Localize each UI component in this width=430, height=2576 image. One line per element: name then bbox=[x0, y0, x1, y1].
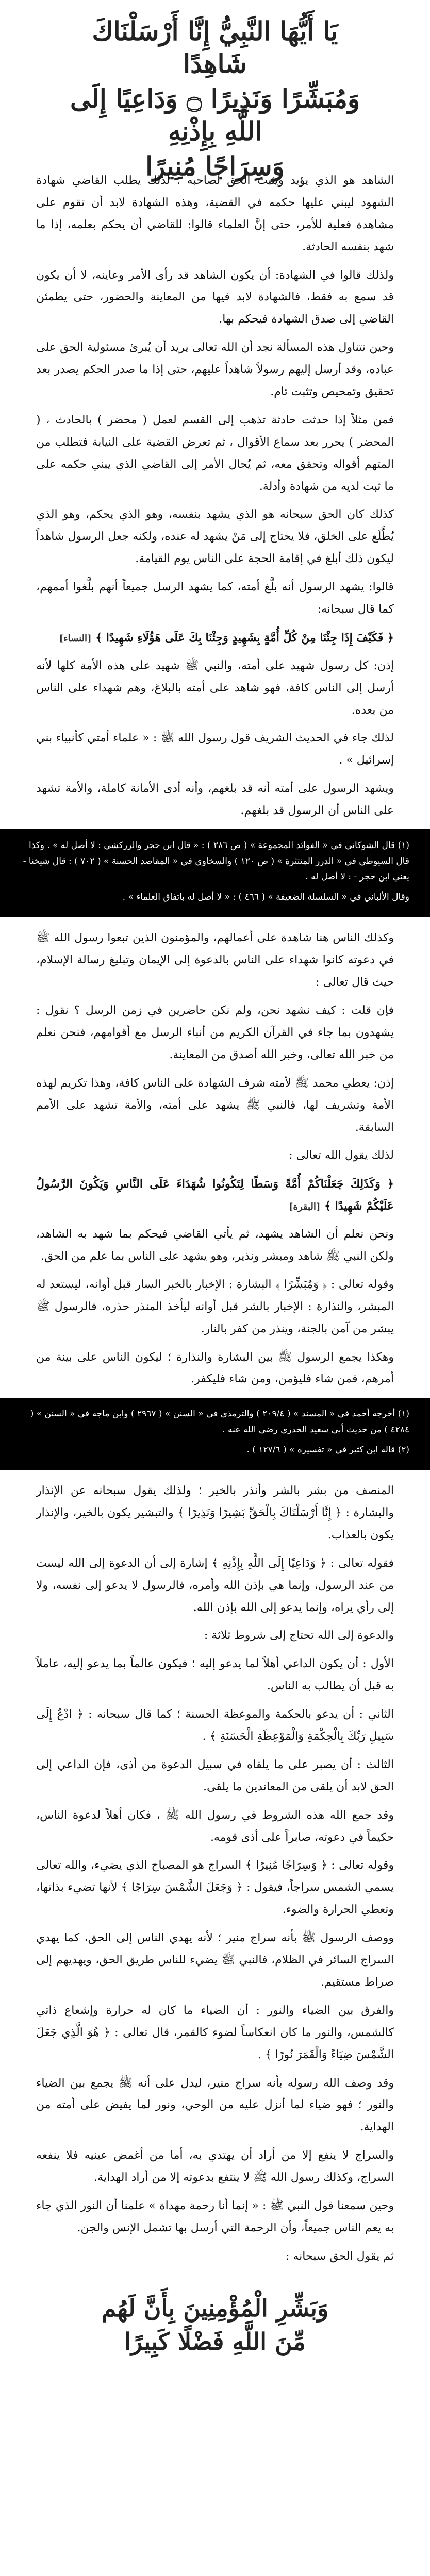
paragraph: المنصف من بشر بالشر وأنذر بالخير ؛ ولذلك يقول سبحانه عن الإنذار والبشارة : ﴿ إِنَّا أَرْسَلْنَاكَ بِالْحَقِّ بَشِيرًا وَنَذِيرًا ﴾ والتبشير يكون بالخير، والإنذار يكون بالعذاب. bbox=[36, 1484, 394, 1541]
paragraph: كذلك كان الحق سبحانه هو الذي يشهد بنفسه، وهو الذي يحكم، وهو الذي يُطَّلَع على الخلق، فلا يحتاج إلى مَنْ يشهد له عنده، ولكنه جعل الرسول شاهداً ليكون ذلك أبلغ في إقامة الحجة على الناس يوم القيامة. bbox=[36, 508, 394, 566]
header-calligraphy-line: وَسِرَاجًا مُنِيرًا bbox=[145, 151, 285, 181]
header-calligraphy-line: يَا أَيُّهَا النَّبِيُّ إِنَّا أَرْسَلْنَاكَ شَاهِدًا bbox=[92, 16, 338, 79]
paragraph: وكذلك الناس هنا شاهدة على أعمالهم، والمؤمنون الذين تبعوا رسول الله ﷺ في دعوته كانوا شهداء على الناس بالدعوة إلى الإيمان وتبليغ رسالة الإسلام، حيث قال تعالى : bbox=[36, 931, 394, 989]
verse-text: ﴿ وَكَذَلِكَ جَعَلْنَاكُمْ أُمَّةً وَسَطًا لِتَكُونُوا شُهَدَاءَ عَلَى النَّاسِ وَيَكُونَ الرَّسُولُ عَلَيْكُمْ شَهِيدًا ﴾ bbox=[36, 1177, 394, 1213]
paragraph: وقوله تعالى : ﴿ وَمُبَشِّرًا ﴾ البشارة : الإخبار بالخبر السار قبل أوانه، ليستعد له المبشر، والنذارة : الإخبار بالشر قبل أوانه ليأخذ المنذر حذره، فالرسول ﷺ يبشر من آمن بالجنة، وينذر من كفر بالنار. bbox=[36, 1278, 394, 1335]
verse-reference: [البقرة] bbox=[288, 1201, 321, 1213]
footer-calligraphy bbox=[0, 2274, 430, 2429]
paragraph: ونحن نعلم أن الشاهد يشهد، ثم يأتي القاضي فيحكم بما شهد به الشاهد، ولكن النبي ﷺ شاهد ومبشر ونذير، وهو يشهد على الناس بما علم من الحق. bbox=[36, 1228, 394, 1263]
footnote: (١) قال الشوكاني في « الفوائد المجموعة » ( ص ٢٨٦ ) : « قال ابن حجر والزركشي : لا أصل له » . وكذا قال السيوطي في « الدرر المنتثرة » ( ص ١٢٠ ) والسخاوي في « المقاصد الحسنة » ( ٧٠٢ ) : قال شيخنا - يعني ابن حجر - : لا أصل له . bbox=[23, 840, 409, 883]
section-1 bbox=[0, 170, 430, 403]
paragraph: الثالث : أن يصبر على ما يلقاه في سبيل الدعوة من أذى، فإن الداعي إلى الحق لابد أن يلقى من المعاندين ما يلقى. bbox=[36, 1758, 394, 1793]
paragraph: ووصف الرسول ﷺ بأنه سراج منير ؛ لأنه يهدي الناس إلى الحق، كما يهدي السراج السائر في الظلام، فالنبي ﷺ يضيء للناس طريق الحق، ويهديهم إلى صراط مستقيم. bbox=[36, 1931, 394, 1989]
section-4 bbox=[0, 1480, 430, 1849]
paragraph: لذلك يقول الله تعالى : bbox=[289, 1149, 394, 1162]
quran-verse bbox=[36, 1173, 394, 1217]
paragraph: ولذلك قالوا في الشهادة: أن يكون الشاهد قد رأى الأمر وعاينه، لا أن يكون قد سمع به فقط، فالشهادة لابد فيها من المعاينة والحضور، حتى يطمئن القاضي إلى صدق الشهادة فيحكم بها. bbox=[36, 268, 394, 326]
paragraph: وقد وصف الله رسوله بأنه سراج منير، ليدل على أنه ﷺ يجمع بين الضياء والنور ؛ فهو ضياء لما أنزل عليه من الوحي، ونور لما يفيض على أمته من الهداية. bbox=[36, 2076, 394, 2134]
verse-text: ﴿ فَكَيْفَ إِذَا جِئْنَا مِنْ كُلِّ أُمَّةٍ بِشَهِيدٍ وَجِئْنَا بِكَ عَلَى هَؤُلَاءِ شَهِيدًا ﴾ bbox=[95, 631, 394, 645]
verse-reference: [النساء] bbox=[59, 633, 92, 644]
paragraph: والدعوة إلى الله تحتاج إلى شروط ثلاثة : bbox=[204, 1629, 394, 1642]
paragraph: وقد جمع الله هذه الشروط في رسول الله ﷺ ، فكان أهلاً لدعوة الناس، حكيماً في دعوته، صابراً على أذى قومه. bbox=[36, 1808, 394, 1844]
footnote-band bbox=[0, 829, 430, 917]
paragraph: وحين نتناول هذه المسألة نجد أن الله تعالى يريد أن يُبرئ مسئولية الحق على عباده، وقد أرسل إليهم رسولاً شاهداً عليهم، حتى إذا ما صدر الحكم يصدر بعد تحقيق وتمحيص وتثبت تام. bbox=[36, 341, 394, 399]
paragraph: ويشهد الرسول على أمته أنه قد بلغهم، وأنه أدى الأمانة كاملة، والأمة تشهد على الناس أن الرسول قد بلغهم. bbox=[36, 782, 394, 818]
paragraph: الثاني : أن يدعو بالحكمة والموعظة الحسنة ؛ كما قال سبحانه : ﴿ ادْعُ إِلَى سَبِيلِ رَبِّكَ بِالْحِكْمَةِ وَالْمَوْعِظَةِ الْحَسَنَةِ ﴾ . bbox=[36, 1708, 394, 1743]
header-calligraphy bbox=[0, 0, 430, 181]
footnote: (١) أخرجه أحمد في « المسند » ( ٢٠٩/٤ ) والترمذي في « السنن » ( ٢٩٦٧ ) وابن ماجه في « السنن » ( ٤٢٨٤ ) من حديث أبي سعيد الخدري رضي الله عنه . bbox=[30, 1409, 409, 1435]
header-calligraphy-line: وَمُبَشِّرًا وَنَذِيرًا ۝ وَدَاعِيًا إِلَى اللَّهِ بِإِذْنِهِ bbox=[70, 83, 360, 146]
paragraph: وحين سمعنا قول النبي ﷺ : « إنما أنا رحمة مهداة » علمنا أن النور الذي جاء به يعم الناس جميعاً، وأن الرحمة التي أرسل بها تشمل الإنس والجن. bbox=[36, 2199, 394, 2234]
paragraph: ثم يقول الحق سبحانه : bbox=[285, 2249, 394, 2263]
paragraph: لذلك جاء في الحديث الشريف قول رسول الله ﷺ : « علماء أمتي كأنبياء بني إسرائيل » . bbox=[36, 732, 394, 767]
footnote-band bbox=[0, 1398, 430, 1470]
paragraph: والسراج لا ينفع إلا من أراد أن يهتدي به، أما من أغمض عينيه فلا ينفعه السراج، وكذلك رسول الله ﷺ لا ينتفع بدعوته إلا من أراد الهداية. bbox=[36, 2149, 394, 2184]
quran-verse bbox=[36, 627, 394, 649]
paragraph: وهكذا يجمع الرسول ﷺ بين البشارة والنذارة ؛ ليكون الناس على بينة من أمرهم، فمن شاء فليؤمن، ومن شاء فليكفر. bbox=[36, 1350, 394, 1386]
footer-calligraphy-line: وَبَشِّرِ الْمُؤْمِنِينَ بِأَنَّ لَهُم bbox=[101, 2294, 329, 2322]
footnote: وقال الألباني في « السلسلة الضعيفة » ( ٤٦٦ ) : « لا أصل له باتفاق العلماء » . bbox=[122, 891, 409, 902]
footnote: (٢) قاله ابن كثير في « تفسيره » ( ١٢٧/٦ ) . bbox=[246, 1444, 409, 1455]
paragraph: إذن: كل رسول شهيد على أمته، والنبي ﷺ شهيد على هذه الأمة كلها لأنه أرسل إلى الناس كافة، فهو شاهد على أمته بالبلاغ، وهم شهداء على الناس من بعده. bbox=[36, 659, 394, 717]
paragraph: الأول : أن يكون الداعي أهلاً لما يدعو إليه ؛ فيكون عالماً بما يدعو إليه، عاملاً به قبل أن يطالب به الناس. bbox=[36, 1657, 394, 1693]
paragraph: والفرق بين الضياء والنور : أن الضياء ما كان له حرارة وإشعاع ذاتي كالشمس، والنور ما كان انعكاساً لضوء كالقمر، قال تعالى : ﴿ هُوَ الَّذِي جَعَلَ الشَّمْسَ ضِيَاءً وَالْقَمَرَ نُورًا ﴾ . bbox=[36, 2004, 394, 2061]
paragraph: قالوا: يشهد الرسول أنه بلَّغ أمته، كما يشهد الرسل جميعاً أنهم بلَّغوا أممهم، كما قال سبحانه: bbox=[36, 581, 394, 616]
footer-calligraphy-line: مِّنَ اللَّهِ فَضْلًا كَبِيرًا bbox=[124, 2328, 306, 2356]
paragraph: فمن مثلاً إذا حدثت حادثة تذهب إلى القسم لعمل ( محضر ) بالحادث ، ( المحضر ) يحرر بعد سماع الأقوال ، ثم تعرض القضية على النيابة فتطلب من المتهم أقواله وتحقق معه، ثم يُحال الأمر إلى القاضي الذي يبني حكمه على ما ثبت لديه من شهادة وأدلة. bbox=[36, 413, 394, 493]
paragraph: فقوله تعالى : ﴿ وَدَاعِيًا إِلَى اللَّهِ بِإِذْنِهِ ﴾ إشارة إلى أن الدعوة إلى الله ليست من عند الرسول، وإنما هي بإذن الله وأمره، فالرسول لا يدعو إلى نفسه، ولا إلى رأي يراه، وإنما يدعو إلى الله بإذن الله. bbox=[36, 1556, 394, 1614]
paragraph: وقوله تعالى : ﴿ وَسِرَاجًا مُنِيرًا ﴾ السراج هو المصباح الذي يضيء، والله تعالى يسمي الشمس سراجاً، فيقول : ﴿ وَجَعَلَ الشَّمْسَ سِرَاجًا ﴾ لأنها تضيء بذاتها، وتعطي الحرارة والضوء. bbox=[36, 1859, 394, 1917]
section-3 bbox=[0, 927, 430, 1391]
paragraph: إذن: يعطي محمد ﷺ لأمته شرف الشهادة على الناس كافة، وهذا تكريم لهذه الأمة وتشريف لها، فالنبي ﷺ يشهد على أمته، والأمة تشهد على الأمم السابقة. bbox=[36, 1076, 394, 1134]
section-5 bbox=[0, 1855, 430, 2267]
paragraph: الشاهد هو الذي يؤيد ويثبت الحق لصاحبه ؛ لذلك يطلب القاضي شهادة الشهود ليبني عليها حكمه في القضية، وهذه الشهادة لابد أن تقوم على مشاهدة فعلية للأمر، حتى إنَّ العلماء قالوا: للقاضي أن يحكم بعلمه، إذا ما شهد بنفسه الحادثة. bbox=[36, 174, 394, 253]
paragraph: فإن قلت : كيف نشهد نحن، ولم نكن حاضرين في زمن الرسل ؟ نقول : يشهدون بما جاء في القرآن الكريم من أنباء الرسل مع أقوامهم، فنحن نعلم من خبر الله تعالى، وخبر الله أصدق من المعاينة. bbox=[36, 1004, 394, 1061]
section-2 bbox=[0, 410, 430, 822]
